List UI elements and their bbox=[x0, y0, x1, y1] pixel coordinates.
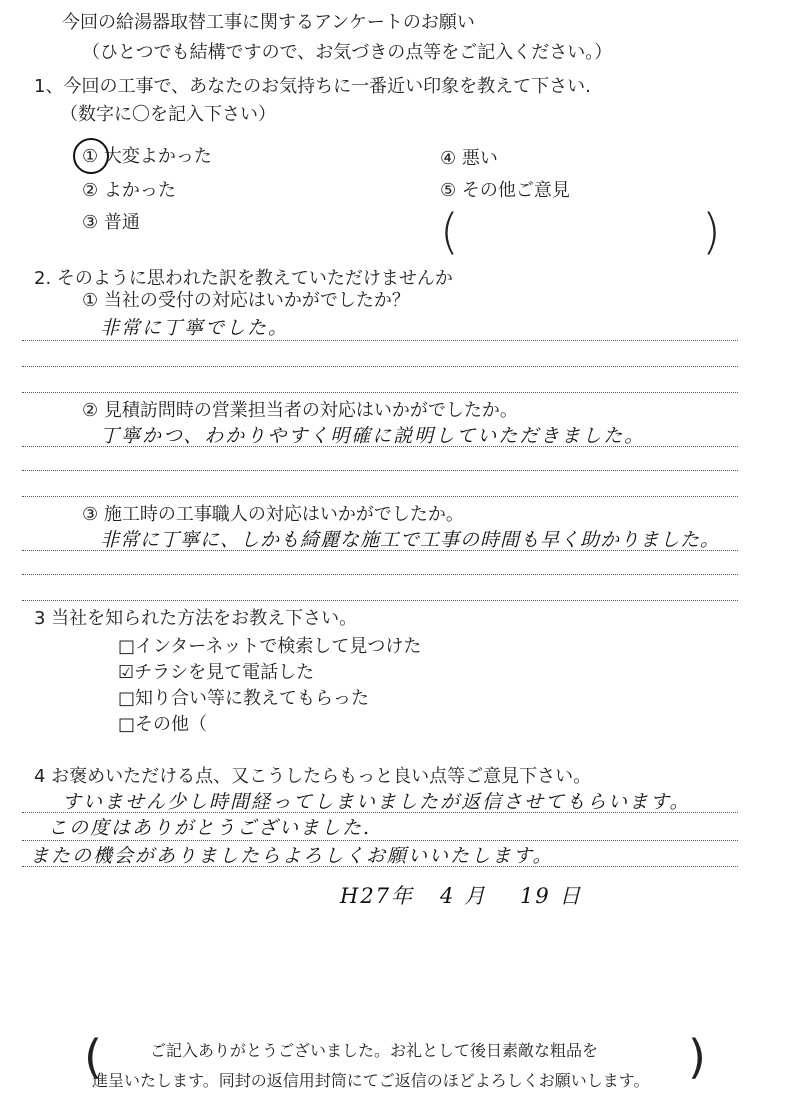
answer-line bbox=[22, 470, 738, 471]
q2-item-2-answer[interactable]: 丁寧かつ、わかりやすく明確に説明していただきました。 bbox=[100, 425, 646, 447]
q1-option-5[interactable]: ⑤ その他ご意見 bbox=[440, 180, 570, 201]
answer-line bbox=[22, 550, 738, 551]
answer-line bbox=[22, 600, 738, 601]
survey-subtitle: （ひとつでも結構ですので、お気づきの点等をご記入ください。） bbox=[82, 42, 613, 63]
q3-option-label: チラシを見て電話した bbox=[134, 662, 315, 683]
date-month[interactable]: 4 月 bbox=[440, 884, 488, 908]
checkbox-empty-icon[interactable]: □ bbox=[118, 636, 136, 657]
checkbox-empty-icon[interactable]: □ bbox=[118, 688, 136, 709]
q1-instruction: （数字に〇を記入下さい） bbox=[60, 104, 276, 125]
q1-other-close-paren: ) bbox=[702, 204, 721, 260]
answer-line bbox=[22, 496, 738, 497]
q1-option-4[interactable]: ④ 悪い bbox=[440, 148, 498, 169]
footer-line-2: 進呈いたします。同封の返信用封筒にてご返信のほどよろしくお願いします。 bbox=[92, 1071, 650, 1090]
q2-item-1-label: ① 当社の受付の対応はいかがでしたか？ bbox=[82, 290, 410, 311]
answer-line bbox=[22, 574, 738, 575]
survey-title: 今回の給湯器取替工事に関するアンケートのお願い bbox=[62, 12, 475, 33]
q3-option-acquaintance[interactable] bbox=[118, 688, 369, 710]
answer-line bbox=[22, 840, 738, 841]
q2-item-3-answer[interactable]: 非常に丁寧に、しかも綺麗な施工で工事の時間も早く助かりました。 bbox=[100, 529, 721, 551]
q1-option-2[interactable]: ② よかった bbox=[82, 180, 176, 201]
q3-option-label: その他（ bbox=[135, 714, 208, 735]
q2-item-1-answer[interactable]: 非常に丁寧でした。 bbox=[100, 317, 290, 339]
answer-line bbox=[22, 812, 738, 813]
date-era-year[interactable]: H27年 bbox=[340, 884, 415, 908]
checkbox-checked-icon[interactable]: ☑ bbox=[118, 662, 135, 683]
q1-option-1[interactable]: ① 大変よかった bbox=[82, 146, 212, 167]
q4-question: 4 お褒めいただける点、又こうしたらもっと良い点等ご意見下さい。 bbox=[34, 766, 592, 787]
answer-line bbox=[22, 392, 738, 393]
checkbox-empty-icon[interactable]: □ bbox=[118, 714, 136, 735]
q2-item-3-label: ③ 施工時の工事職人の対応はいかがでしたか。 bbox=[82, 504, 464, 525]
answer-line bbox=[22, 446, 738, 447]
footer-open-paren: ( bbox=[84, 1030, 102, 1084]
answer-line bbox=[22, 366, 738, 367]
q4-answer-line-2[interactable]: この度はありがとうございました. bbox=[48, 817, 372, 839]
q3-option-label: 知り合い等に教えてもらった bbox=[135, 688, 370, 709]
q1-question: 1、今回の工事で、あなたのお気持ちに一番近い印象を教えて下さい. bbox=[34, 76, 591, 97]
q3-question: 3 当社を知られた方法をお教え下さい。 bbox=[34, 608, 358, 629]
answer-line bbox=[22, 340, 738, 341]
q2-question: 2. そのように思われた訳を教えていただけませんか bbox=[34, 268, 453, 289]
date-day[interactable]: 19 日 bbox=[520, 884, 583, 908]
q2-item-2-label: ② 見積訪問時の営業担当者の対応はいかがでしたか。 bbox=[82, 400, 518, 421]
q1-other-open-paren: ( bbox=[440, 204, 459, 260]
q4-answer-line-1[interactable]: すいません少し時間経ってしまいましたが返信させてもらいます。 bbox=[62, 791, 691, 813]
q4-answer-line-3[interactable]: またの機会がありましたらよろしくお願いいたします。 bbox=[30, 845, 554, 867]
footer-close-paren: ) bbox=[688, 1030, 706, 1084]
q3-option-other[interactable] bbox=[118, 714, 207, 736]
q3-option-flyer[interactable] bbox=[118, 662, 314, 684]
q3-option-internet[interactable] bbox=[118, 636, 421, 658]
answer-line bbox=[22, 866, 738, 867]
q3-option-label: インターネットで検索して見つけた bbox=[135, 636, 422, 657]
footer-line-1: ご記入ありがとうございました。お礼として後日素敵な粗品を bbox=[150, 1041, 599, 1060]
q1-option-3[interactable]: ③ 普通 bbox=[82, 212, 140, 233]
